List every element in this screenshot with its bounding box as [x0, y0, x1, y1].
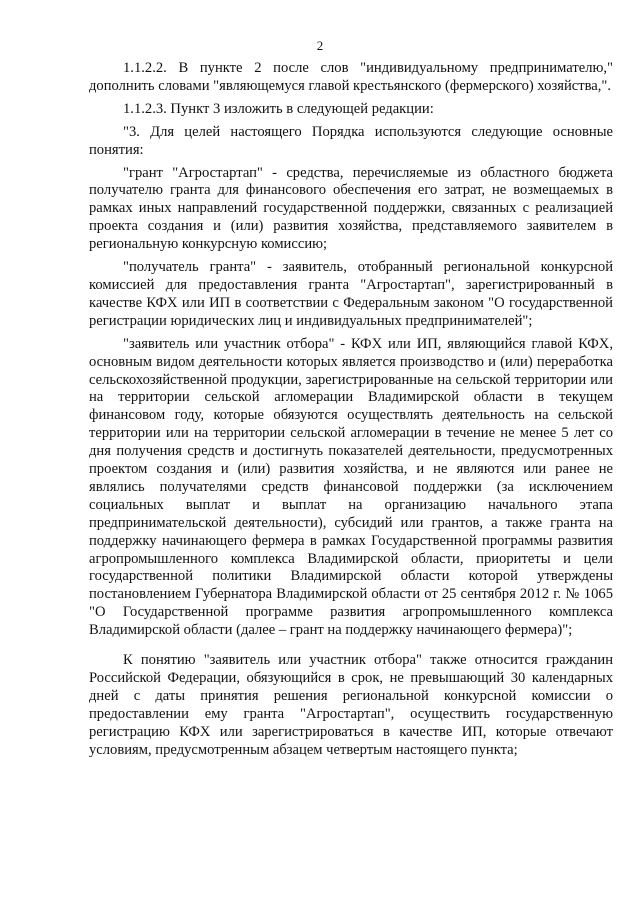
paragraph-1-1-2-3: 1.1.2.3. Пункт 3 изложить в следующей редакции: — [123, 100, 434, 117]
paragraph-1-1-2-2: 1.1.2.2. В пункте 2 после слов "индивидуальному предпринимателю," дополнить словами "являющемуся главой крестьянского (фермерского) хозяйства,". — [89, 60, 613, 94]
paragraph-applicant-definition: "заявитель или участник отбора" - КФХ или ИП, являющийся главой КФХ, основным видом деятельности которых является производство и (или) переработка сельскохозяйственной продукции, зарегистрированные на сельской территории или на территории сельской агломерации Владимирской области в текущем финансовом году, которые обязуются осуществлять деятельность на сельской территории или на территории сельской агломерации в течение не менее 5 лет со дня получения средств и достигнуть показателей деятельности, предусмотренных проектом создания и (или) развития хозяйства, и не являются или ранее не являлись получателями средств финансовой поддержки (за исключением социальных выплат и выплат на организацию начального этапа предпринимательской деятельности), субсидий или грантов, а также гранта на поддержку начинающего фермера в рамках Государственной программы развития агропромышленного комплекса Владимирской области, приоритеты и цели государственной политики Владимирской области которой утверждены постановлением Губернатора Владимирской области от 25 сентября 2012 г. № 1065 "О Государственной программе развития агропромышленного комплекса Владимирской области (далее – грант на поддержку начинающего фермера)"; — [89, 335, 613, 639]
paragraph-grant-definition: "грант "Агростартап" - средства, перечисляемые из областного бюджета получателю гранта для финансового обеспечения его затрат, не возмещаемых в рамках иных направлений государственной поддержки, связанных с реализацией проекта создания и (или) развития хозяйства, представляемого заявителем в региональную конкурсную комиссию; — [89, 164, 613, 253]
paragraph-point-3-intro: "3. Для целей настоящего Порядка используются следующие основные понятия: — [89, 123, 613, 158]
paragraph-citizen-applicant: К понятию "заявитель или участник отбора" также относится гражданин Российской Федерации, обязующийся в срок, не превышающий 30 календарных дней с даты принятия решения региональной конкурсной комиссии о предоставлении ему гранта "Агростартап", осуществить государственную регистрацию КФХ или зарегистрироваться в качестве ИП, которые отвечают условиям, предусмотренным абзацем четвертым настоящего пункта; — [89, 652, 613, 758]
page-number: 2 — [316, 38, 324, 53]
document-body — [89, 60, 613, 765]
paragraph-recipient-definition: "получатель гранта" - заявитель, отобранный региональной конкурсной комиссией для предоставления гранта "Агростартап", зарегистрированный в качестве КФХ или ИП в соответствии с Федеральным законом "О государственной регистрации юридических лиц и индивидуальных предпринимателей"; — [89, 259, 613, 329]
